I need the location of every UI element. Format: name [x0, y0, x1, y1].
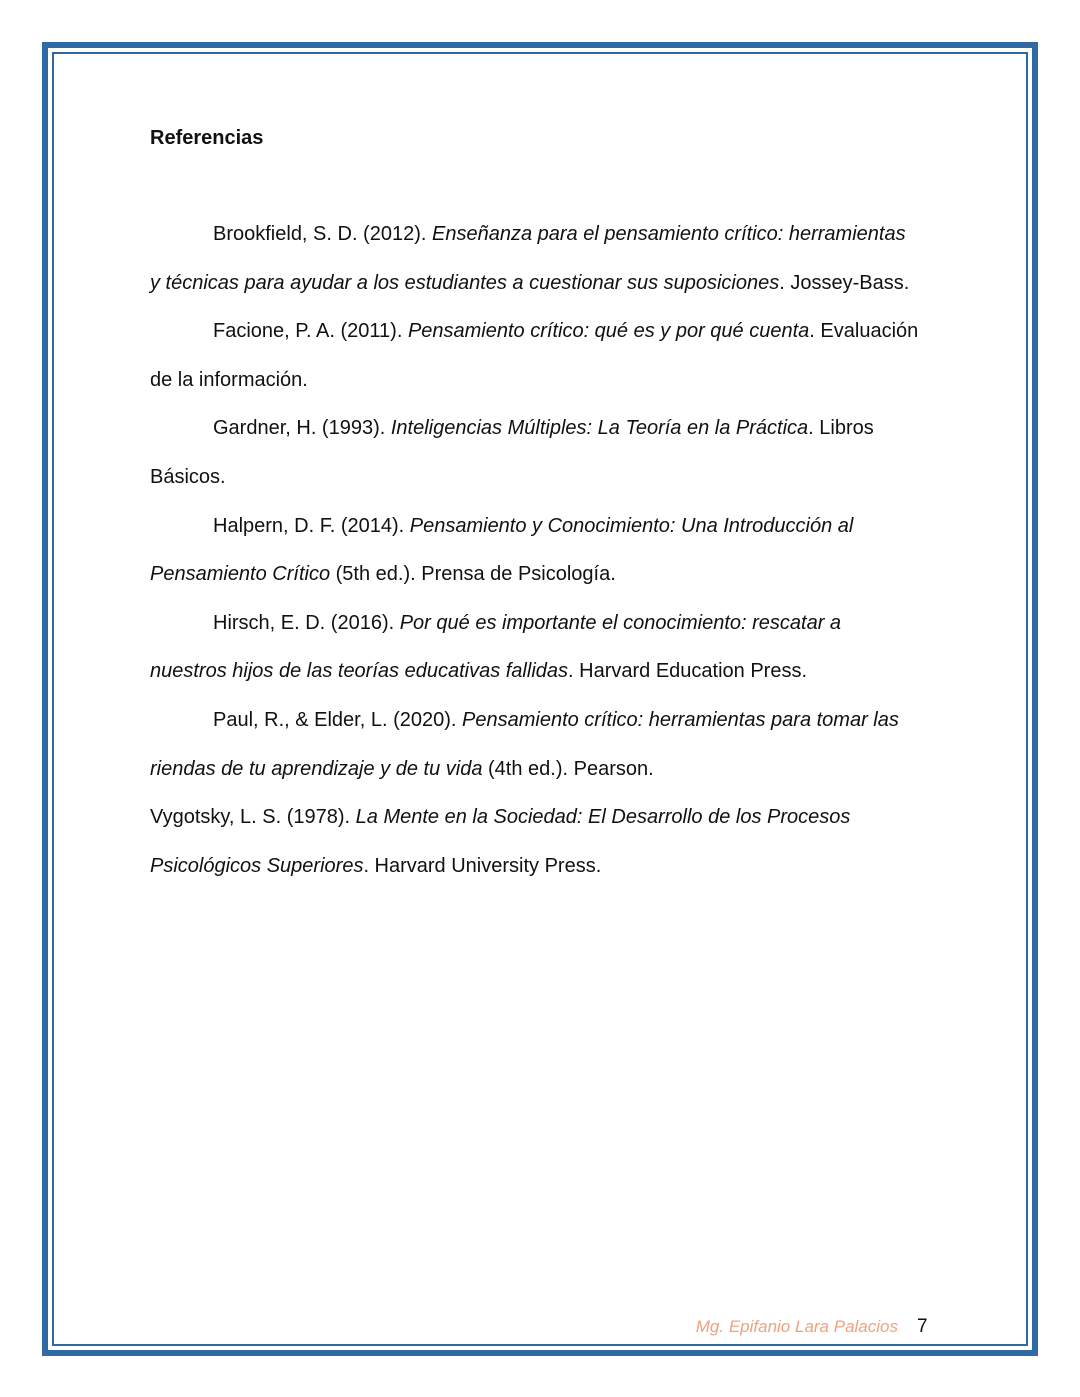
reference-item: Gardner, H. (1993). Inteligencias Múltiples: La Teoría en la Práctica. Libros Básicos.	[150, 417, 874, 488]
reference-item: Paul, R., & Elder, L. (2020). Pensamiento crítico: herramientas para tomar las riendas de tu aprendizaje y de tu vida (4th ed.). Pearson.	[150, 708, 899, 780]
reference-item: Hirsch, E. D. (2016). Por qué es importante el conocimiento: rescatar a nuestros hijos de las teorías educativas fallidas. Harvard Education Press.	[150, 611, 842, 683]
reference-list	[150, 210, 920, 890]
reference-item: Halpern, D. F. (2014). Pensamiento y Conocimiento: Una Introducción al Pensamiento Crítico (5th ed.). Prensa de Psicología.	[150, 514, 854, 586]
reference-item: Facione, P. A. (2011). Pensamiento crítico: qué es y por qué cuenta. Evaluación de la información.	[150, 320, 919, 391]
reference-item: Vygotsky, L. S. (1978). La Mente en la Sociedad: El Desarrollo de los Procesos Psicológicos Superiores. Harvard University Press.	[150, 806, 851, 877]
page-title: Referencias	[150, 127, 264, 149]
reference-item: Brookfield, S. D. (2012). Enseñanza para el pensamiento crítico: herramientas y técnicas para ayudar a los estudiantes a cuestionar sus suposiciones. Jossey-Bass.	[150, 223, 910, 294]
page-number: 7	[917, 1316, 928, 1337]
footer-author: Mg. Epifanio Lara Palacios	[695, 1317, 898, 1336]
